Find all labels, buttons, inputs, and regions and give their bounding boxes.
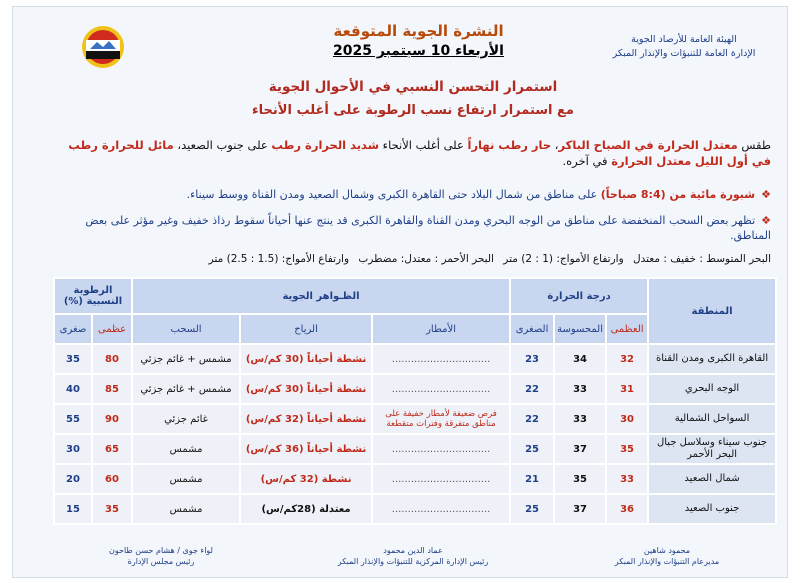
- region-name: شمال الصعيد: [648, 464, 776, 494]
- med-sea-waves: وارتفاع الأمواج: (1 : 2) متر: [503, 253, 624, 265]
- cloud-value: مشمس: [132, 494, 240, 524]
- max-temp: 32: [606, 344, 648, 374]
- bulletin-title: النشرة الجوية المتوقعة: [333, 22, 504, 40]
- red-sea-waves: وارتفاع الأمواج: (1.5 : 2.5) متر: [208, 253, 350, 265]
- headline-sub: مع استمرار ارتفاع نسب الرطوبة على أغلب الأنحاء: [252, 103, 574, 118]
- min-temp: 21: [510, 464, 554, 494]
- humidity-min: 20: [54, 464, 92, 494]
- max-temp: 35: [606, 434, 648, 464]
- red-sea-state: البحر الأحمر : معتدل: مضطرب: [358, 253, 494, 265]
- wind-value: نشطة أحياناً (30 كم/س): [240, 374, 372, 404]
- region-name: السواحل الشمالية: [648, 404, 776, 434]
- organization-header: [599, 33, 769, 61]
- humidity-max: 80: [92, 344, 132, 374]
- cloud-value: غائم جزئي: [132, 404, 240, 434]
- sea-state: [53, 253, 771, 265]
- table-row: [54, 464, 776, 494]
- forecast-table: [53, 277, 777, 525]
- region-name: الوجه البحري: [648, 374, 776, 404]
- cloud-value: مشمس + غائم جزئي: [132, 374, 240, 404]
- humidity-min: 35: [54, 344, 92, 374]
- feels-like-temp: 37: [554, 434, 606, 464]
- min-temp: 25: [510, 494, 554, 524]
- cloud-value: مشمس: [132, 464, 240, 494]
- rain-value: ...............................: [372, 494, 510, 524]
- ema-logo-icon: [81, 25, 125, 69]
- feels-like-temp: 33: [554, 374, 606, 404]
- max-temp-header: العظمى: [606, 314, 648, 344]
- rain-value: ...............................: [372, 344, 510, 374]
- humidity-min: 15: [54, 494, 92, 524]
- region-name: جنوب الصعيد: [648, 494, 776, 524]
- max-temp: 33: [606, 464, 648, 494]
- wind-value: معتدلة (28كم/س): [240, 494, 372, 524]
- humidity-max: 65: [92, 434, 132, 464]
- humidity-max-header: عظمى: [92, 314, 132, 344]
- min-temp: 22: [510, 404, 554, 434]
- humidity-min: 30: [54, 434, 92, 464]
- feels-like-header: المحسوسة: [554, 314, 606, 344]
- diamond-bullet-icon: ❖: [761, 214, 771, 227]
- humidity-min-header: صغرى: [54, 314, 92, 344]
- diamond-bullet-icon: ❖: [761, 188, 771, 201]
- humidity-min: 40: [54, 374, 92, 404]
- wind-value: نشطة (32 كم/س): [240, 464, 372, 494]
- table-row: [54, 374, 776, 404]
- humidity-min: 55: [54, 404, 92, 434]
- org-department: الإدارة العامة للتنبؤات والإنذار المبكر: [612, 48, 756, 59]
- fog-warning: ❖شبورة مائية من (8:4 صباحاً) على مناطق من شمال البلاد حتى القاهرة الكبرى وشمال الصعيد ومدن القناة ووسط سيناء.: [186, 188, 771, 201]
- feels-like-temp: 35: [554, 464, 606, 494]
- region-column-header: المنطقة: [648, 278, 776, 344]
- max-temp: 36: [606, 494, 648, 524]
- min-temp: 25: [510, 434, 554, 464]
- rain-value: ...............................: [372, 434, 510, 464]
- rain-header: الأمطار: [372, 314, 510, 344]
- table-row: [54, 344, 776, 374]
- max-temp: 30: [606, 404, 648, 434]
- cloud-value: مشمس + غائم جزئي: [132, 344, 240, 374]
- humidity-max: 60: [92, 464, 132, 494]
- wind-value: نشطة أحياناً (32 كم/س): [240, 404, 372, 434]
- bulletin-date: الأربعاء 10 سبتمبر 2025: [333, 43, 504, 59]
- signature-central-admin-head: عماد الدين محمود رئيس الإدارة المركزية للتنبؤات والإنذار المبكر: [337, 546, 489, 566]
- table-row: [54, 494, 776, 524]
- phenomena-header: الظـواهر الجوية: [132, 278, 510, 314]
- min-temp: 23: [510, 344, 554, 374]
- rain-value: فرص ضعيفة لأمطار خفيفة على مناطق متفرقة وفترات متقطعة: [372, 404, 510, 434]
- rain-value: ...............................: [372, 464, 510, 494]
- weather-summary: طقس معتدل الحرارة في الصباح الباكر، حار رطب نهاراً على أغلب الأنحاء شديد الحرارة رطب على جنوب الصعيد، مائل للحرارة رطب في أول الليل معتدل الحرارة في آخره.: [68, 138, 771, 168]
- rain-value: ...............................: [372, 374, 510, 404]
- bulletin-sheet: [12, 6, 788, 578]
- table-row: [54, 404, 776, 434]
- wind-header: الرياح: [240, 314, 372, 344]
- feels-like-temp: 34: [554, 344, 606, 374]
- min-temp-header: الصغرى: [510, 314, 554, 344]
- wind-value: نشطة أحياناً (36 كم/س): [240, 434, 372, 464]
- region-name: جنوب سيناء وسلاسل جبال البحر الأحمر: [648, 434, 776, 464]
- cloud-value: مشمس: [132, 434, 240, 464]
- bulletin-title-block: [331, 21, 506, 61]
- table-row: [54, 434, 776, 464]
- humidity-max: 90: [92, 404, 132, 434]
- max-temp: 31: [606, 374, 648, 404]
- temperature-header: درجة الحرارة: [510, 278, 648, 314]
- wind-value: نشطة أحياناً (30 كم/س): [240, 344, 372, 374]
- signature-board-chairman: لواء جوى / هشام حسن طاحون رئيس مجلس الإدارة: [109, 546, 213, 566]
- med-sea-state: البحر المتوسط : خفيف : معتدل: [632, 253, 771, 265]
- clouds-header: السحب: [132, 314, 240, 344]
- org-name: الهيئة العامة للأرصاد الجوية: [631, 34, 737, 45]
- feels-like-temp: 37: [554, 494, 606, 524]
- feels-like-temp: 33: [554, 404, 606, 434]
- region-name: القاهرة الكبرى ومدن القناة: [648, 344, 776, 374]
- cloud-note: ❖تظهر بعض السحب المنخفضة على مناطق من الوجه البحري ومدن القناة والقاهرة الكبرى قد ينتج عنها أحياناً سقوط رذاذ خفيف وغير مؤثر على بعض المناطق.: [85, 214, 771, 242]
- min-temp: 22: [510, 374, 554, 404]
- signature-forecast-director: محمود شاهين مديرعام التنبؤات والإنذار المبكر: [614, 546, 720, 566]
- humidity-max: 85: [92, 374, 132, 404]
- humidity-header: الرطوبة النسبية (%): [54, 278, 132, 314]
- humidity-max: 35: [92, 494, 132, 524]
- headline-main: استمرار التحسن النسبي في الأحوال الجوية: [268, 79, 558, 95]
